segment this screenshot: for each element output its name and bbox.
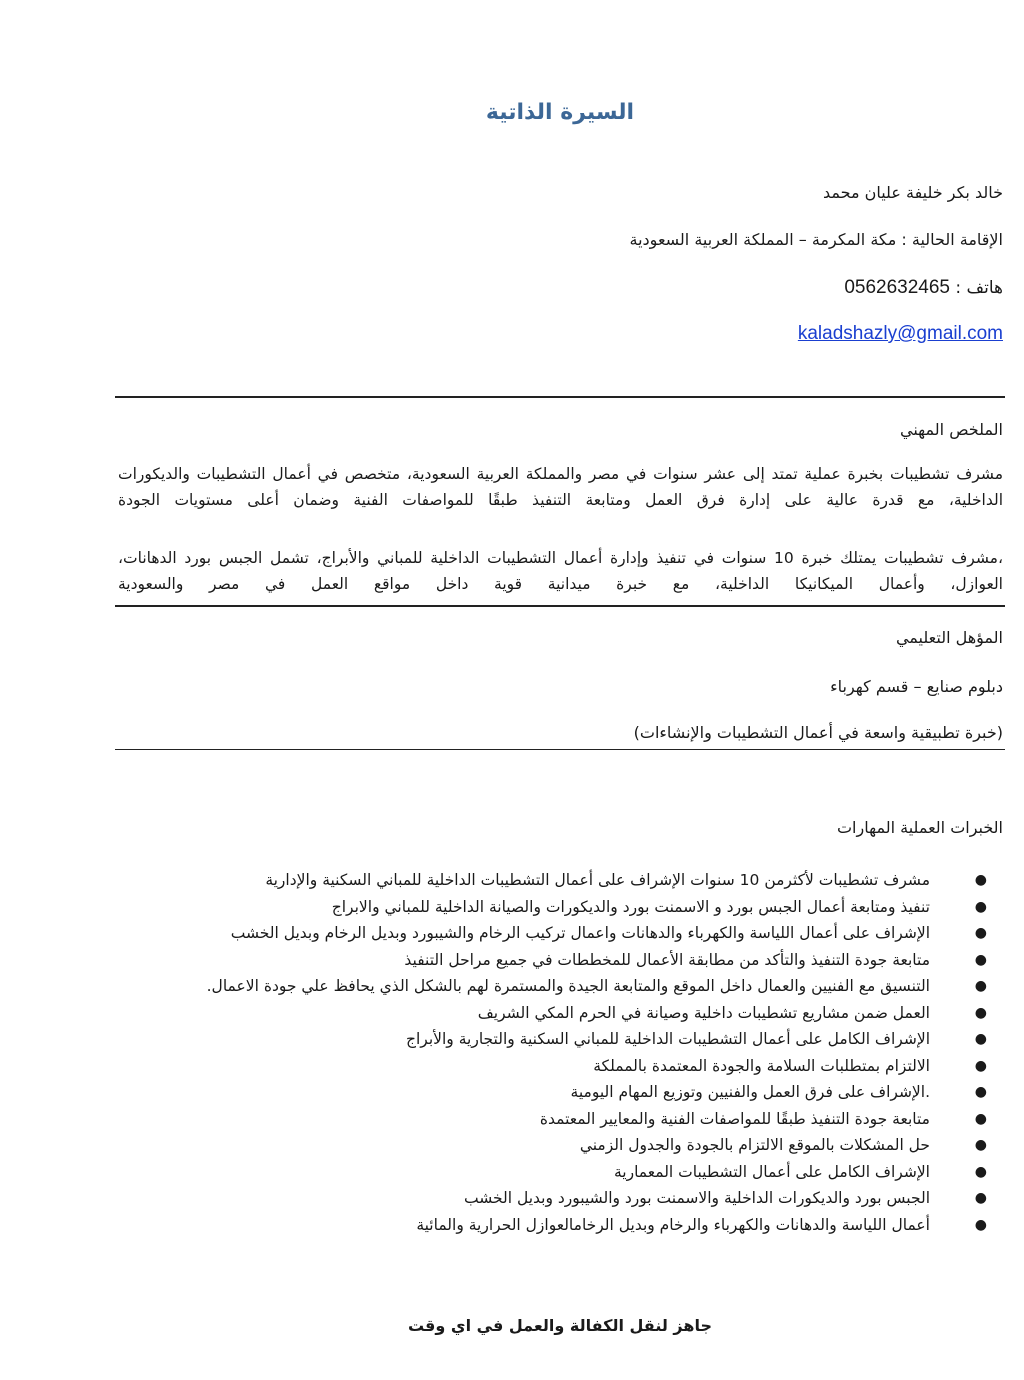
- bullet-icon: ●: [974, 978, 987, 994]
- list-item: ● أعمال اللياسة والدهانات والكهرباء والرخام وبديل الرخامالعوازل الحرارية والمائية: [207, 1212, 954, 1239]
- full-name: خالد بكر خليفة عليان محمد: [822, 183, 1003, 202]
- availability-note: جاهز لنقل الكفالة والعمل في اي وقت: [407, 1316, 713, 1335]
- bullet-icon: ●: [974, 1057, 987, 1074]
- bullet-icon: ●: [974, 898, 987, 915]
- residence: الإقامة الحالية : مكة المكرمة – المملكة العربية السعودية: [629, 230, 1003, 249]
- education-degree: دبلوم صنايع – قسم كهرباء: [830, 677, 1003, 696]
- divider: [115, 605, 1005, 607]
- bullet-icon: ●: [974, 872, 987, 888]
- list-item: ● متابعة جودة التنفيذ والتأكد من مطابقة الأعمال للمخططات في جميع مراحل التنفيذ: [207, 947, 954, 974]
- experience-heading: الخبرات العملية المهارات: [836, 818, 1003, 837]
- list-item: ● مشرف تشطيبات لأكثرمن 10 سنوات الإشراف على أعمال التشطيبات الداخلية للمباني السكنية والإدارية: [207, 867, 954, 894]
- list-item: ● متابعة جودة التنفيذ طبقًا للمواصفات الفنية والمعايير المعتمدة: [207, 1106, 954, 1133]
- list-item: ● الإشراف على أعمال اللياسة والكهرباء والدهانات واعمال تركيب الرخام والشيبورد وبديل الرخام وبديل الخشب: [207, 920, 954, 947]
- bullet-icon: ●: [974, 951, 987, 968]
- list-item: ● العمل ضمن مشاريع تشطيبات داخلية وصيانة في الحرم المكي الشريف: [207, 1000, 954, 1027]
- phone-label: هاتف :: [955, 278, 1003, 298]
- list-item: ● الإشراف الكامل على أعمال التشطيبات المعمارية: [207, 1159, 954, 1186]
- phone-line: [844, 277, 1003, 299]
- bullet-icon: ●: [974, 1031, 987, 1047]
- list-item: ● التنسيق مع الفنيين والعمال داخل الموقع والمتابعة الجيدة والمستمرة لهم بالشكل الذي يحافظ علي جودة الاعمال.: [207, 973, 954, 1000]
- summary-paragraph-1: مشرف تشطيبات بخبرة عملية تمتد إلى عشر سنوات في مصر والمملكة العربية السعودية، متخصص في أعمال التشطيبات والديكورات الداخلية، مع قدرة عالية على إدارة فرق العمل ومتابعة التنفيذ طبقًا للمواصفات الفنية وضمان أعلى مستويات الجودة: [118, 465, 1003, 509]
- education-note: (خبرة تطبيقية واسعة في أعمال التشطيبات والإنشاءات): [633, 723, 1003, 742]
- list-item: ● .الإشراف على فرق العمل والفنيين وتوزيع المهام اليومية: [207, 1079, 954, 1106]
- list-item: ● الجبس بورد والديكورات الداخلية والاسمنت بورد والشيبورد وبديل الخشب: [207, 1185, 954, 1212]
- summary-paragraph-2: ،مشرف تشطيبات يمتلك خبرة 10 سنوات في تنفيذ وإدارة أعمال التشطيبات الداخلية للمباني والأبراج، تشمل الجبس بورد الدهانات، العوازل، وأعمال الميكانيكا الداخلية، مع خبرة ميدانية قوية داخل مواقع العمل في مصر والسعودية: [118, 549, 1003, 593]
- bullet-icon: ●: [974, 1190, 987, 1206]
- bullet-icon: ●: [974, 1216, 987, 1233]
- phone-number: 0562632465: [844, 277, 950, 298]
- email-link[interactable]: kaladshazly@gmail.com: [797, 323, 1003, 344]
- list-item: ● تنفيذ ومتابعة أعمال الجبس بورد و الاسمنت بورد والديكورات والصيانة الداخلية للمباني والابراج: [207, 894, 954, 921]
- bullet-icon: ●: [974, 1084, 987, 1100]
- bullet-icon: ●: [974, 1110, 987, 1127]
- experience-list: [206, 867, 987, 1238]
- list-item: ● حل المشكلات بالموقع الالتزام بالجودة والجدول الزمني: [207, 1132, 954, 1159]
- divider: [115, 749, 1005, 750]
- bullet-icon: ●: [974, 1137, 987, 1153]
- education-heading: المؤهل التعليمي: [895, 628, 1003, 647]
- list-item: ● الإشراف الكامل على أعمال التشطيبات الداخلية للمباني السكنية والتجارية والأبراج: [207, 1026, 954, 1053]
- bullet-icon: ●: [974, 1004, 987, 1021]
- summary-heading: الملخص المهني: [900, 420, 1003, 439]
- bullet-icon: ●: [974, 1163, 987, 1180]
- page-title: السيرة الذاتية: [485, 100, 635, 125]
- bullet-icon: ●: [974, 925, 987, 941]
- divider: [115, 396, 1005, 398]
- list-item: ● الالتزام بمتطلبات السلامة والجودة المعتمدة بالمملكة: [207, 1053, 954, 1080]
